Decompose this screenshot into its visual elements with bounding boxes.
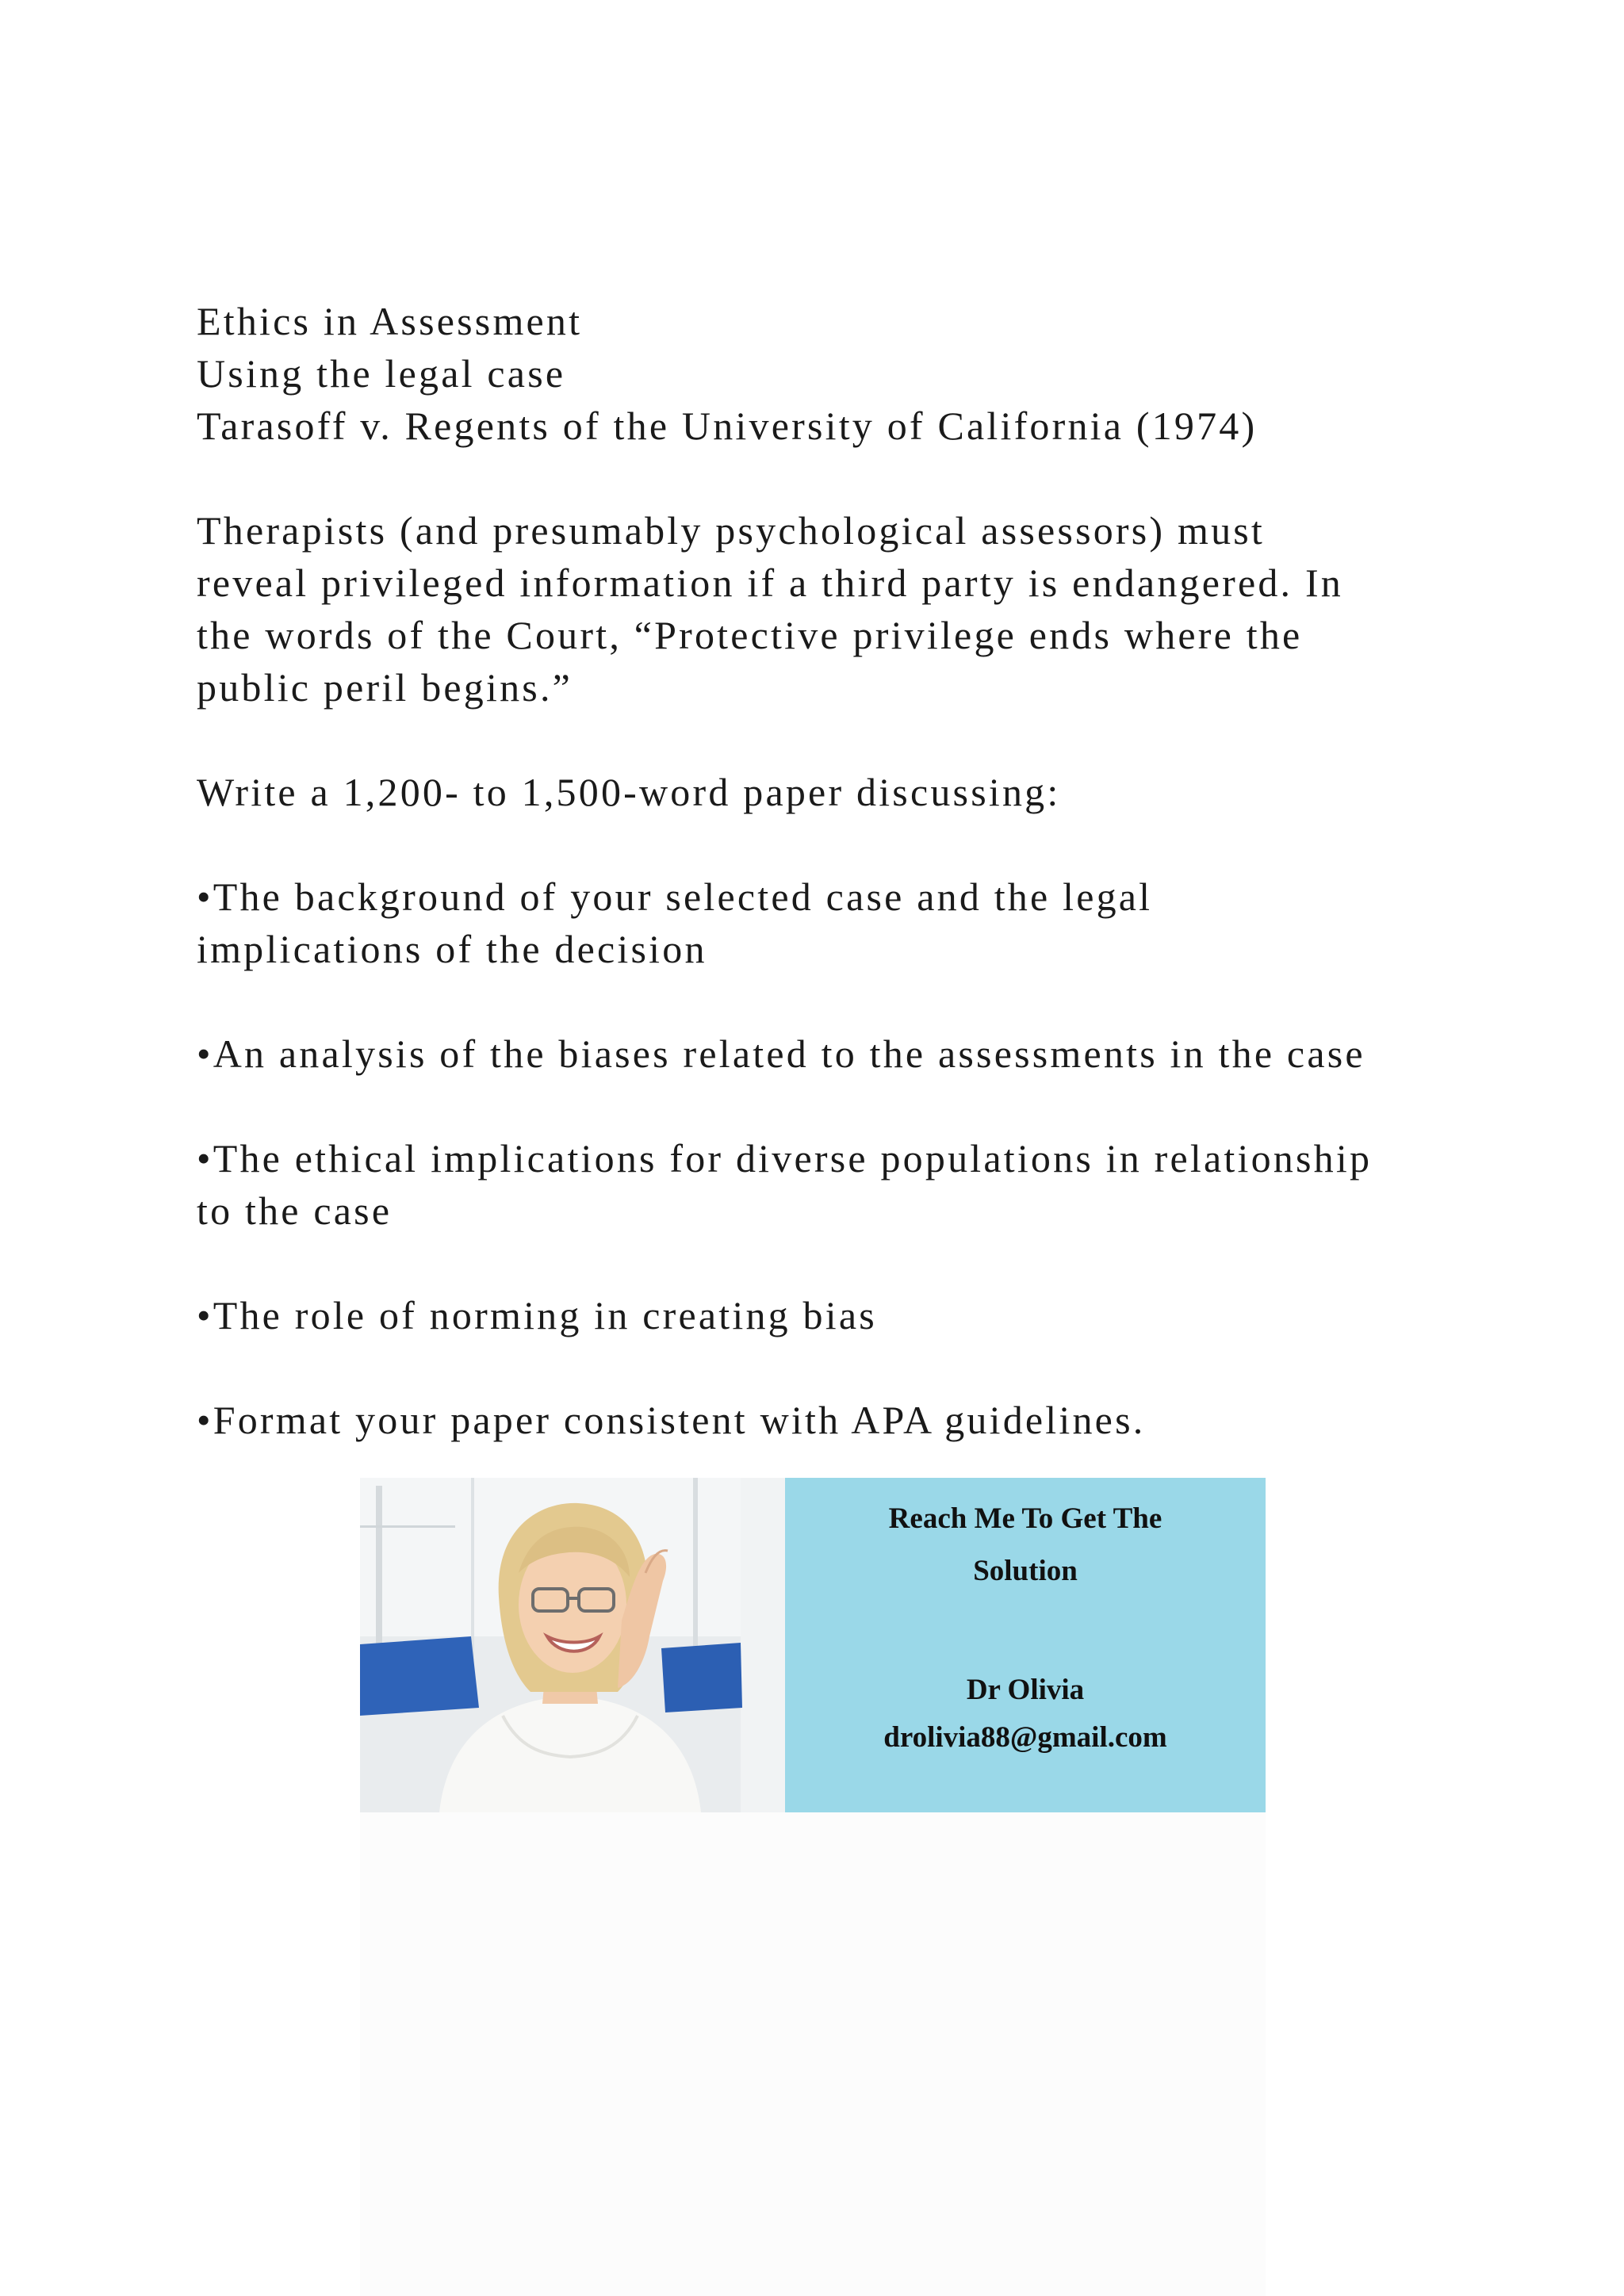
- bullet-item: •The background of your selected case and the legal: [197, 874, 1153, 919]
- banner-photo: [360, 1478, 785, 1812]
- paragraph-gap: [197, 1080, 1465, 1132]
- paragraph-gap: [197, 818, 1465, 871]
- contact-email[interactable]: drolivia88@gmail.com: [883, 1721, 1167, 1754]
- document-body: [197, 295, 1465, 1446]
- banner-shadow-area: [360, 1812, 1266, 2296]
- paragraph-gap: [197, 975, 1465, 1027]
- paragraph-line: public peril begins.”: [197, 665, 573, 710]
- bullet-item: •The ethical implications for diverse populations in relationship: [197, 1136, 1373, 1181]
- paragraph-line: Therapists (and presumably psychological assessors) must: [197, 508, 1266, 553]
- paragraph-gap: [197, 1237, 1465, 1289]
- banner-headline-line1: Reach Me To Get The: [888, 1502, 1162, 1535]
- paragraph-line: reveal privileged information if a third party is endangered. In: [197, 561, 1344, 605]
- paragraph-gap: [197, 714, 1465, 766]
- bullet-item: •Format your paper consistent with APA guidelines.: [197, 1398, 1146, 1442]
- document-title: Ethics in Assessment: [197, 299, 583, 343]
- paragraph-line: the words of the Court, “Protective privilege ends where the: [197, 613, 1303, 657]
- instruction-line: Write a 1,200- to 1,500-word paper discussing:: [197, 770, 1061, 814]
- document-subtitle: Using the legal case: [197, 351, 566, 396]
- contact-name: Dr Olivia: [966, 1674, 1085, 1706]
- banner-headline-line2: Solution: [973, 1555, 1078, 1587]
- bullet-item-continuation: to the case: [197, 1188, 393, 1233]
- bullet-item-continuation: implications of the decision: [197, 927, 707, 971]
- case-name: Tarasoff v. Regents of the University of California (1974): [197, 404, 1258, 448]
- paragraph-gap: [197, 452, 1465, 504]
- contact-banner[interactable]: [360, 1478, 1266, 1812]
- bullet-item: •The role of norming in creating bias: [197, 1293, 877, 1337]
- woman-photo-illustration: [360, 1478, 785, 1812]
- contact-panel: [785, 1478, 1266, 1812]
- bullet-item: •An analysis of the biases related to the assessments in the case: [197, 1031, 1365, 1076]
- paragraph-gap: [197, 1341, 1465, 1394]
